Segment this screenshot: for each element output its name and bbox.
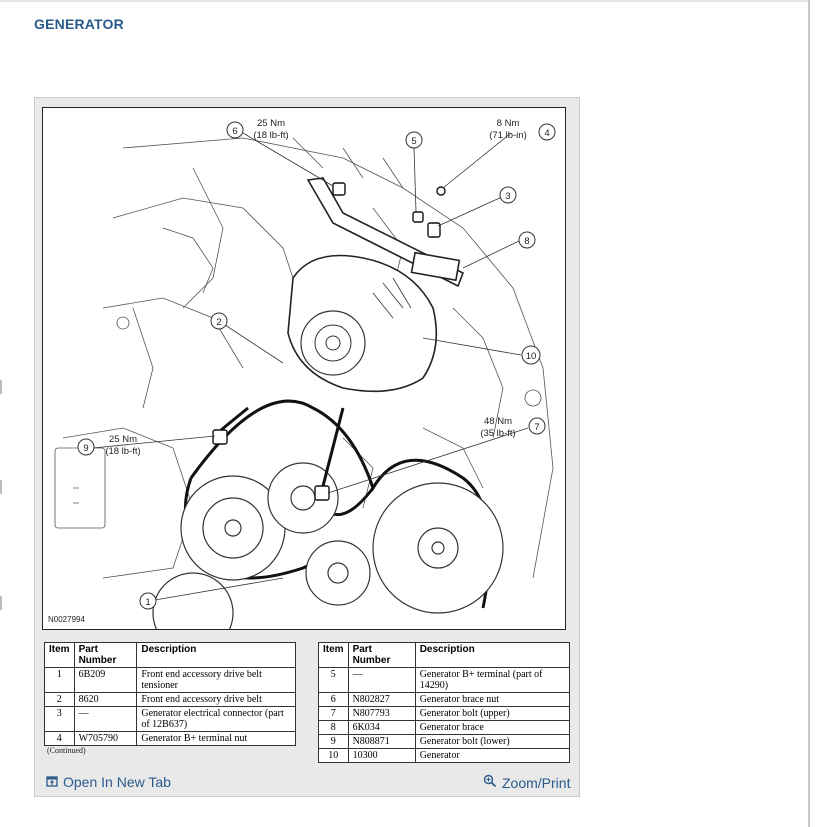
callout-1 [140,593,156,609]
part-number-cell: N807793 [348,707,415,721]
svg-text:7: 7 [534,422,540,433]
callout-7 [480,416,545,439]
left-edge-mark [0,480,2,494]
column-header-item: Item [45,643,75,668]
callout-9 [78,434,141,457]
item-cell: 9 [319,735,349,749]
item-cell: 2 [45,693,75,707]
generator-diagram [42,107,566,630]
callout-6 [227,118,289,141]
description-cell: Front end accessory drive belt tensioner [137,668,296,693]
table-row [45,707,296,732]
item-cell: 10 [319,749,349,763]
svg-text:25 Nm: 25 Nm [109,434,137,445]
open-new-tab-link[interactable] [46,774,171,790]
table-row [319,693,570,707]
svg-text:8: 8 [524,236,530,247]
left-edge-mark [0,596,2,610]
window-top-edge [0,0,810,2]
svg-text:48 Nm: 48 Nm [484,416,512,427]
table-row [45,732,296,746]
svg-text:10: 10 [525,351,537,362]
callout-2 [211,313,227,329]
svg-text:(18 lb-ft): (18 lb-ft) [253,130,289,141]
item-cell: 3 [45,707,75,732]
svg-text:2: 2 [216,317,222,328]
description-cell: Generator electrical connector (part of 12B637) [137,707,296,732]
callout-3 [500,187,516,203]
table-row [319,668,570,693]
item-cell: 6 [319,693,349,707]
svg-text:(71 lb-in): (71 lb-in) [489,130,527,141]
table-row [319,735,570,749]
svg-text:9: 9 [83,443,89,454]
svg-text:1: 1 [145,597,151,608]
figure-code: N0027994 [48,615,85,624]
description-cell: Generator brace nut [415,693,569,707]
table-header-row [319,643,570,668]
part-number-cell: 10300 [348,749,415,763]
zoom-magnifier-icon [483,774,497,791]
parts-table-left [44,642,296,746]
table-row [319,707,570,721]
item-cell: 5 [319,668,349,693]
column-header-description: Description [137,643,296,668]
callout-5 [406,132,422,148]
table-row [319,749,570,763]
column-header-part-number: Part Number [348,643,415,668]
svg-text:(18 lb-ft): (18 lb-ft) [105,446,141,457]
svg-text:25 Nm: 25 Nm [257,118,285,129]
item-cell: 8 [319,721,349,735]
callout-4 [489,118,555,141]
description-cell: Generator B+ terminal (part of 14290) [415,668,569,693]
table-row [319,721,570,735]
svg-text:8 Nm: 8 Nm [496,118,520,129]
page-scrollbar-edge [808,0,810,827]
svg-text:3: 3 [505,191,511,202]
table-header-row [45,643,296,668]
part-number-cell: — [348,668,415,693]
open-new-tab-icon [46,774,58,790]
description-cell: Generator [415,749,569,763]
svg-text:(35 lb-ft): (35 lb-ft) [480,428,516,439]
callout-10 [522,346,540,364]
table-row [45,693,296,707]
description-cell: Generator bolt (upper) [415,707,569,721]
callout-8 [519,232,535,248]
column-header-part-number: Part Number [74,643,137,668]
part-number-cell: — [74,707,137,732]
svg-text:6: 6 [232,126,238,137]
page-title: GENERATOR [34,16,124,32]
description-cell: Generator B+ terminal nut [137,732,296,746]
svg-text:4: 4 [544,128,550,139]
part-number-cell: 8620 [74,693,137,707]
svg-text:5: 5 [411,136,417,147]
part-number-cell: N802827 [348,693,415,707]
part-number-cell: W705790 [74,732,137,746]
table-continued-note: (Continued) [47,746,86,755]
zoom-print-link[interactable] [483,774,570,791]
part-number-cell: 6B209 [74,668,137,693]
part-number-cell: N808871 [348,735,415,749]
description-cell: Generator bolt (lower) [415,735,569,749]
table-row [45,668,296,693]
item-cell: 4 [45,732,75,746]
part-number-cell: 6K034 [348,721,415,735]
item-cell: 1 [45,668,75,693]
description-cell: Generator brace [415,721,569,735]
generator-body [288,256,436,392]
left-edge-mark [0,380,2,394]
column-header-item: Item [319,643,349,668]
zoom-print-label: Zoom/Print [502,774,571,791]
column-header-description: Description [415,643,569,668]
description-cell: Front end accessory drive belt [137,693,296,707]
item-cell: 7 [319,707,349,721]
open-new-tab-label: Open In New Tab [63,774,171,790]
parts-table-right [318,642,570,763]
